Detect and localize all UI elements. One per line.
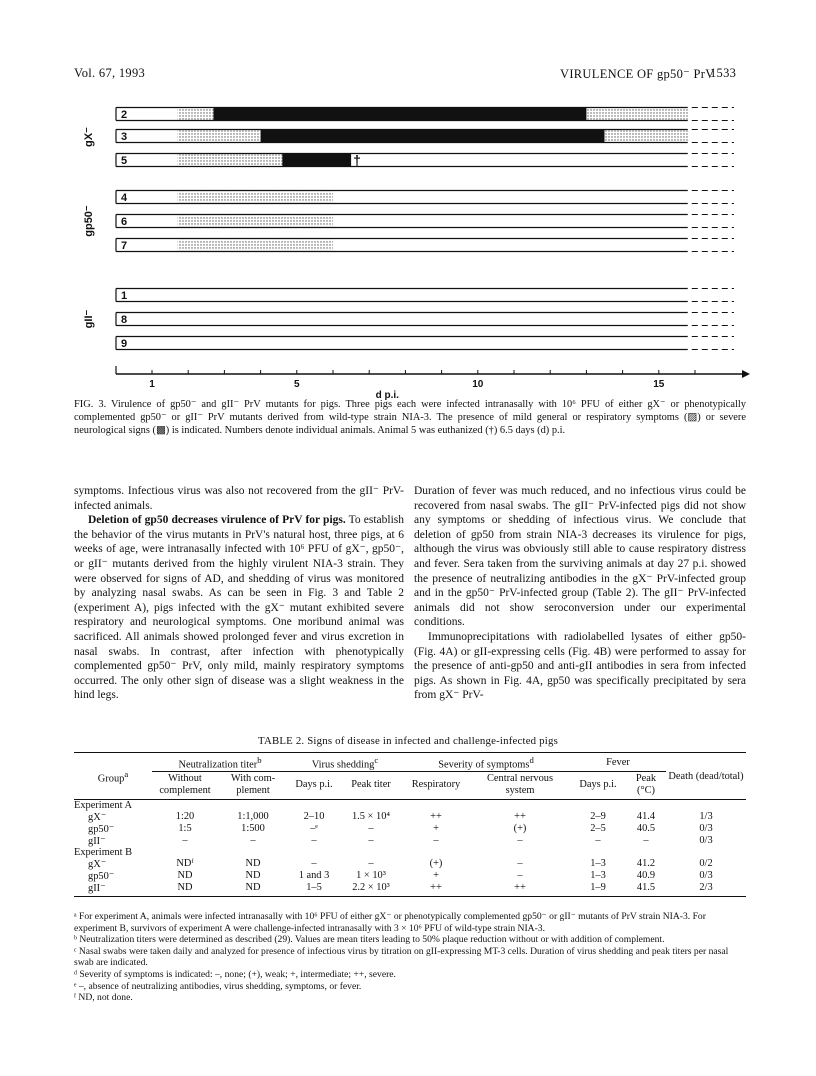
mild-symptoms-bar [605, 131, 688, 142]
table-cell: gII⁻ [88, 882, 106, 894]
table-cell: 1–3 [590, 858, 606, 869]
table-cell: 1:1,000 [237, 811, 269, 822]
table-cell: + [433, 870, 439, 881]
table-cell: 0/3 [699, 870, 713, 881]
x-axis-arrow [742, 370, 750, 378]
mild-symptoms-bar [177, 216, 333, 227]
table-row [74, 823, 746, 835]
table-cell: ND [245, 858, 261, 869]
group-label: gII⁻ [83, 309, 95, 329]
x-tick-label: 10 [472, 379, 484, 390]
table-cell: ++ [430, 811, 442, 822]
animal-id-label: 3 [121, 131, 128, 143]
table-cell: gX⁻ [88, 811, 107, 823]
subheader-without-complement: Without complement [159, 773, 211, 796]
table-cell: – [595, 835, 601, 846]
footnote-e: ᵉ –, absence of neutralizing antibodies, virus shedding, symptoms, or fever. [74, 980, 362, 992]
table-2 [74, 752, 746, 897]
paragraph [74, 513, 404, 703]
x-tick-label: 5 [294, 379, 300, 390]
table-cell: 1:500 [241, 823, 265, 834]
table-cell: gp50⁻ [88, 823, 115, 835]
mild-symptoms-bar [586, 109, 687, 120]
subheader-respiratory: Respiratory [411, 779, 461, 790]
table-cell: 1–3 [590, 870, 606, 881]
table-cell: ++ [430, 882, 442, 893]
table-cell: 1:20 [175, 811, 195, 822]
table-cell: ++ [514, 882, 526, 893]
table-cell: – [311, 858, 317, 869]
table-section-row [74, 847, 746, 858]
table-cell: gp50⁻ [88, 870, 115, 882]
table-cell: 41.2 [636, 858, 656, 869]
header-severity: Severity of symptoms$^d$ [402, 755, 570, 771]
table-cell: 41.5 [636, 882, 656, 893]
body-left-column [74, 484, 404, 703]
group-label: gp50⁻ [83, 205, 95, 237]
table-cell: 0/3 [699, 835, 713, 846]
table-cell: gII⁻ [88, 835, 106, 847]
table-cell: gX⁻ [88, 858, 107, 870]
table-cell: 1.5 × 10⁴ [351, 811, 391, 822]
body-right-column [414, 484, 746, 703]
subheader-peak-titer: Peak titer [351, 779, 391, 790]
table-cell: – [182, 835, 188, 846]
figure-caption: FIG. 3. Virulence of gp50⁻ and gII⁻ PrV mutants for pigs. Three pigs each were infected intranasally with 10⁶ PFU of either gX⁻ or phenotypically complemented gp50⁻ or gII⁻ PrV mutants derived from wild-type strain NIA-3. The presence of mild general or respiratory symptoms (▨) or severe neurological signs (▩) is indicated. Numbers denote individual animals. Animal 5 was euthanized (†) 6.5 days (d) p.i. [74, 399, 746, 437]
animal-id-label: 4 [121, 192, 128, 204]
table-cell: 2–10 [303, 811, 325, 822]
experiment-label: Experiment B [74, 846, 133, 858]
table-row [74, 835, 746, 847]
table-cell: ND [245, 882, 261, 893]
table-cell: 0/3 [699, 823, 713, 834]
table-cell: 2–9 [590, 811, 606, 822]
table-row [74, 811, 746, 823]
table-cell: – [368, 858, 374, 869]
table-cell: – [250, 835, 256, 846]
animal-id-label: 6 [121, 216, 128, 228]
table-title: TABLE 2. Signs of disease in infected and challenge-infected pigs [258, 735, 558, 747]
table-cell: ND [177, 870, 193, 881]
x-tick-label: 1 [149, 379, 155, 390]
severe-symptoms-bar [214, 108, 587, 121]
table-cell: ++ [514, 811, 526, 822]
table-row [74, 858, 746, 870]
animal-id-label: 2 [121, 109, 128, 121]
subheader-fever-peak: Peak (°C) [635, 773, 657, 796]
running-header-volume: Vol. 67, 1993 [74, 66, 146, 80]
table-cell: 1 and 3 [298, 870, 330, 881]
header-fever: Fever [570, 755, 666, 771]
table-cell: 2/3 [699, 882, 713, 893]
table-cell: 2–5 [590, 823, 606, 834]
table-cell: (+) [429, 858, 443, 869]
footnote-f: ᶠ ND, not done. [74, 992, 133, 1004]
table-cell: – [517, 835, 523, 846]
animal-id-label: 5 [121, 155, 128, 167]
euthanized-dagger: † [353, 152, 361, 168]
mild-symptoms-bar [177, 155, 282, 166]
table-cell: 40.9 [636, 870, 656, 881]
footnote-d: ᵈ Severity of symptoms is indicated: –, none; (+), weak; +, intermediate; ++, severe. [74, 968, 396, 980]
animal-id-label: 9 [121, 338, 128, 350]
paragraph: Immunoprecipitations with radiolabelled lysates of either gp50- (Fig. 4A) or gII-expressing cells (Fig. 4B) were performed to assay for the presence of anti-gp50 and anti-gII antibodies in sera from infected pigs. As shown in Fig. 4A, gp50 was specifically precipitated by sera from gX⁻ PrV- [414, 630, 746, 702]
footnote-b: ᵇ Neutralization titers were determined as described (29). Values are mean titers leading to 50% plaque reduction without or with addition of complement. [74, 934, 665, 946]
header-virus-shedding: Virus shedding$^c$ [288, 755, 402, 771]
page-number: 1533 [710, 66, 737, 80]
mild-symptoms-bar [177, 240, 333, 251]
footnote-c: ᶜ Nasal swabs were taken daily and analyzed for presence of infectious virus by titration on gII-expressing MT-3 cells. Duration of virus shedding and peak titers per nasal swab are indicated. [74, 945, 729, 969]
table-cell: 1 × 10³ [356, 870, 386, 881]
animal-id-label: 7 [121, 240, 128, 252]
table-footnotes [74, 911, 746, 1004]
table-cell: 1/3 [699, 811, 713, 822]
subheader-with-complement: With com- plement [230, 773, 276, 796]
table-cell: 40.5 [636, 823, 656, 834]
x-tick-label: 15 [653, 379, 665, 390]
table-cell: – [643, 835, 649, 846]
table-cell: –ᵉ [310, 823, 318, 834]
figure-3 [74, 100, 754, 401]
table-cell: – [311, 835, 317, 846]
experiment-label: Experiment A [74, 799, 133, 811]
table-cell: – [368, 823, 374, 834]
animal-id-label: 8 [121, 314, 128, 326]
table-section-row [74, 799, 746, 811]
header-death: Death (dead/total) [668, 770, 744, 782]
severe-symptoms-bar [282, 154, 351, 167]
footnote-a: ᵃ For experiment A, animals were infected intranasally with 10⁶ PFU of either gX⁻ or phenotypically complemented gp50⁻ or gII⁻ mutants of PrV strain NIA-3. For experiment B, survivors of experiment A were challenge-infected intranasally with 3 × 10⁶ PFU of wild-type strain NIA-3. [74, 911, 706, 934]
subheader-days-pi: Days p.i. [295, 779, 333, 790]
table-row [74, 882, 746, 894]
table-cell: ND [177, 882, 193, 893]
table-cell: 1:5 [178, 823, 192, 834]
paragraph: Duration of fever was much reduced, and no infectious virus could be recovered from nasal swabs. The gII⁻ PrV-infected pigs did not show any symptoms or shedding of infectious virus. We conclude that deletion of gp50 from strain NIA-3 decreases its virulence for pigs, although the virus was obviously still able to cause respiratory distress and fever. Sera taken from the surviving animals at day 27 p.i. showed the presence of neutralizing antibodies in the gX⁻ PrV-infected group and in the gp50⁻ PrV-infected group (Table 2). The gII⁻ PrV-infected animals did not show seroconversion under our experimental conditions. [414, 485, 746, 629]
running-header-title: VIRULENCE OF gp50⁻ PrV [560, 67, 715, 81]
table-row [74, 870, 746, 882]
table-cell: + [433, 823, 439, 834]
table-cell: 0/2 [699, 858, 713, 869]
severe-symptoms-bar [261, 130, 605, 143]
subheader-fever-days: Days p.i. [579, 779, 617, 790]
paragraph-text: To establish the behavior of the virus mutants in PrV's natural host, three pigs, at 6 weeks of age, were intranasally infected with 10⁶ PFU of gX⁻, gp50⁻, or gII⁻ mutants derived from the highly virulent NIA-3 strain. They were observed for signs of AD, and shedding of virus was monitored by analyzing nasal swabs. As can be seen in Fig. 3 and Table 2 (experiment A), pigs infected with the gX⁻ mutant exhibited severe respiratory and neurological symptoms. One moribund animal was sacrificed. All animals showed prolonged fever and virus excretion in nasal swabs. In contrast, after infection with phenotypically complemented gp50⁻ PrV, only mild, mainly respiratory symptoms occurred. The only other sign of disease was a slight weakness in the hind legs. [74, 514, 404, 702]
subheader-cns: Central nervous system [486, 773, 554, 796]
table-cell: 41.4 [636, 811, 656, 822]
table-cell: 1–5 [306, 882, 322, 893]
table-cell: – [368, 835, 374, 846]
paragraph: symptoms. Infectious virus was also not recovered from the gII⁻ PrV-infected animals. [74, 485, 404, 512]
table-cell: 1–9 [590, 882, 606, 893]
table-cell: – [433, 835, 439, 846]
x-axis-label: d p.i. [375, 390, 399, 401]
header-neutralization: Neutralization titer$^b$ [152, 755, 288, 771]
table-cell: 2.2 × 10³ [352, 882, 390, 893]
mild-symptoms-bar [177, 192, 333, 203]
table-cell: – [517, 858, 523, 869]
table-cell: – [517, 870, 523, 881]
animal-id-label: 1 [121, 290, 128, 302]
table-cell: NDᶠ [176, 858, 194, 869]
table-cell: ND [245, 870, 261, 881]
group-label: gX⁻ [83, 127, 95, 147]
section-heading: Deletion of gp50 decreases virulence of PrV for pigs. [88, 514, 346, 527]
table-cell: (+) [513, 823, 527, 834]
header-group: Group$^a$ [97, 769, 129, 785]
